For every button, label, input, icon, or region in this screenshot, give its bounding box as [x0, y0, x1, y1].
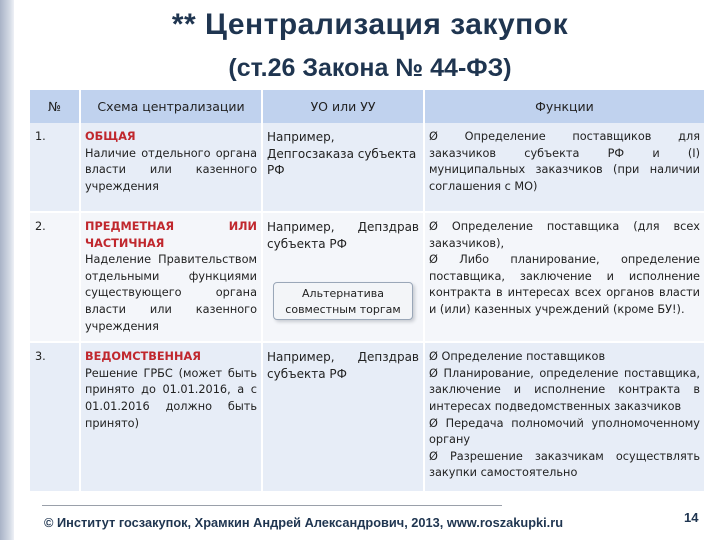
scheme-description: Наделение Правительством отдельными функциями существующего органа власти или казенного учреждения [85, 253, 257, 333]
row-num: 3. [30, 342, 80, 492]
slide-left-band [0, 0, 14, 540]
scheme-cell [80, 123, 262, 212]
table-header-row [30, 90, 704, 123]
scheme-name [85, 219, 257, 236]
page-number: 14 [684, 510, 699, 525]
scheme-description: Наличие отдельного органа власти или казенного учреждения [85, 146, 257, 193]
function-item: Ø Передача полномочий уполномоченному органу [429, 416, 700, 447]
header-uo: УО или УУ [262, 90, 424, 123]
uo-text: Например, Депздрав субъекта РФ [267, 350, 419, 381]
footer-copyright: © Институт госзакупок, Храмкин Андрей Александрович, 2013, www.roszakupki.ru [44, 515, 564, 530]
uo-cell [262, 123, 424, 212]
function-item: Ø Либо планирование, определение поставщика, заключение и исполнение контракта в интересах всех органов власти и (или) казенных учреждений (кроме БУ!). [429, 253, 700, 316]
functions-cell [424, 212, 704, 342]
scheme-cell [80, 342, 262, 492]
table-row [30, 342, 704, 492]
function-item: Ø Разрешение заказчикам осуществлять закупки самостоятельно [429, 449, 700, 480]
function-item: Ø Определение поставщиков для заказчиков субъекта РФ и (I) муниципальных заказчиков (при наличии соглашения с МО) [429, 130, 700, 193]
function-item: Ø Определение поставщиков [429, 350, 606, 364]
table-row [30, 123, 704, 212]
uo-text: Например, Депгосзаказа субъекта РФ [267, 130, 417, 178]
uo-cell [262, 342, 424, 492]
scheme-name: ОБЩАЯ [85, 130, 136, 143]
uo-text: Например, Депздрав субъекта РФ [267, 220, 419, 251]
function-item: Ø Определение поставщика (для всех заказчиков), [429, 220, 700, 250]
header-functions: Функции [424, 90, 704, 123]
header-num: № [30, 90, 80, 123]
scheme-name-part: ПРЕДМЕТНАЯ [85, 220, 175, 233]
slide-title: ** Централизация закупок [171, 8, 569, 41]
centralization-table [30, 90, 704, 493]
functions-cell [424, 342, 704, 492]
scheme-cell [80, 212, 262, 342]
row-num: 1. [30, 123, 80, 212]
scheme-description: Решение ГРБС (может быть принято до 01.01.2016, а с 01.01.2016 должно быть принято) [85, 366, 257, 430]
footer-divider [42, 505, 502, 506]
table-row [30, 212, 704, 342]
scheme-name-part: ИЛИ [228, 220, 257, 233]
scheme-name-line2: ЧАСТИЧНАЯ [85, 236, 165, 250]
function-item: Ø Планирование, определение поставщика, заключение и исполнение контракта в интересах подведомственных заказчиков [429, 366, 700, 413]
scheme-name: ВЕДОМСТВЕННАЯ [85, 350, 201, 364]
functions-cell [424, 123, 704, 212]
slide-subtitle: (ст.26 Закона № 44-ФЗ) [228, 54, 512, 82]
uo-cell [262, 212, 424, 342]
header-scheme: Схема централизации [80, 90, 262, 123]
row-num: 2. [30, 212, 80, 342]
alternative-box: Альтернатива совместным торгам [273, 282, 413, 320]
